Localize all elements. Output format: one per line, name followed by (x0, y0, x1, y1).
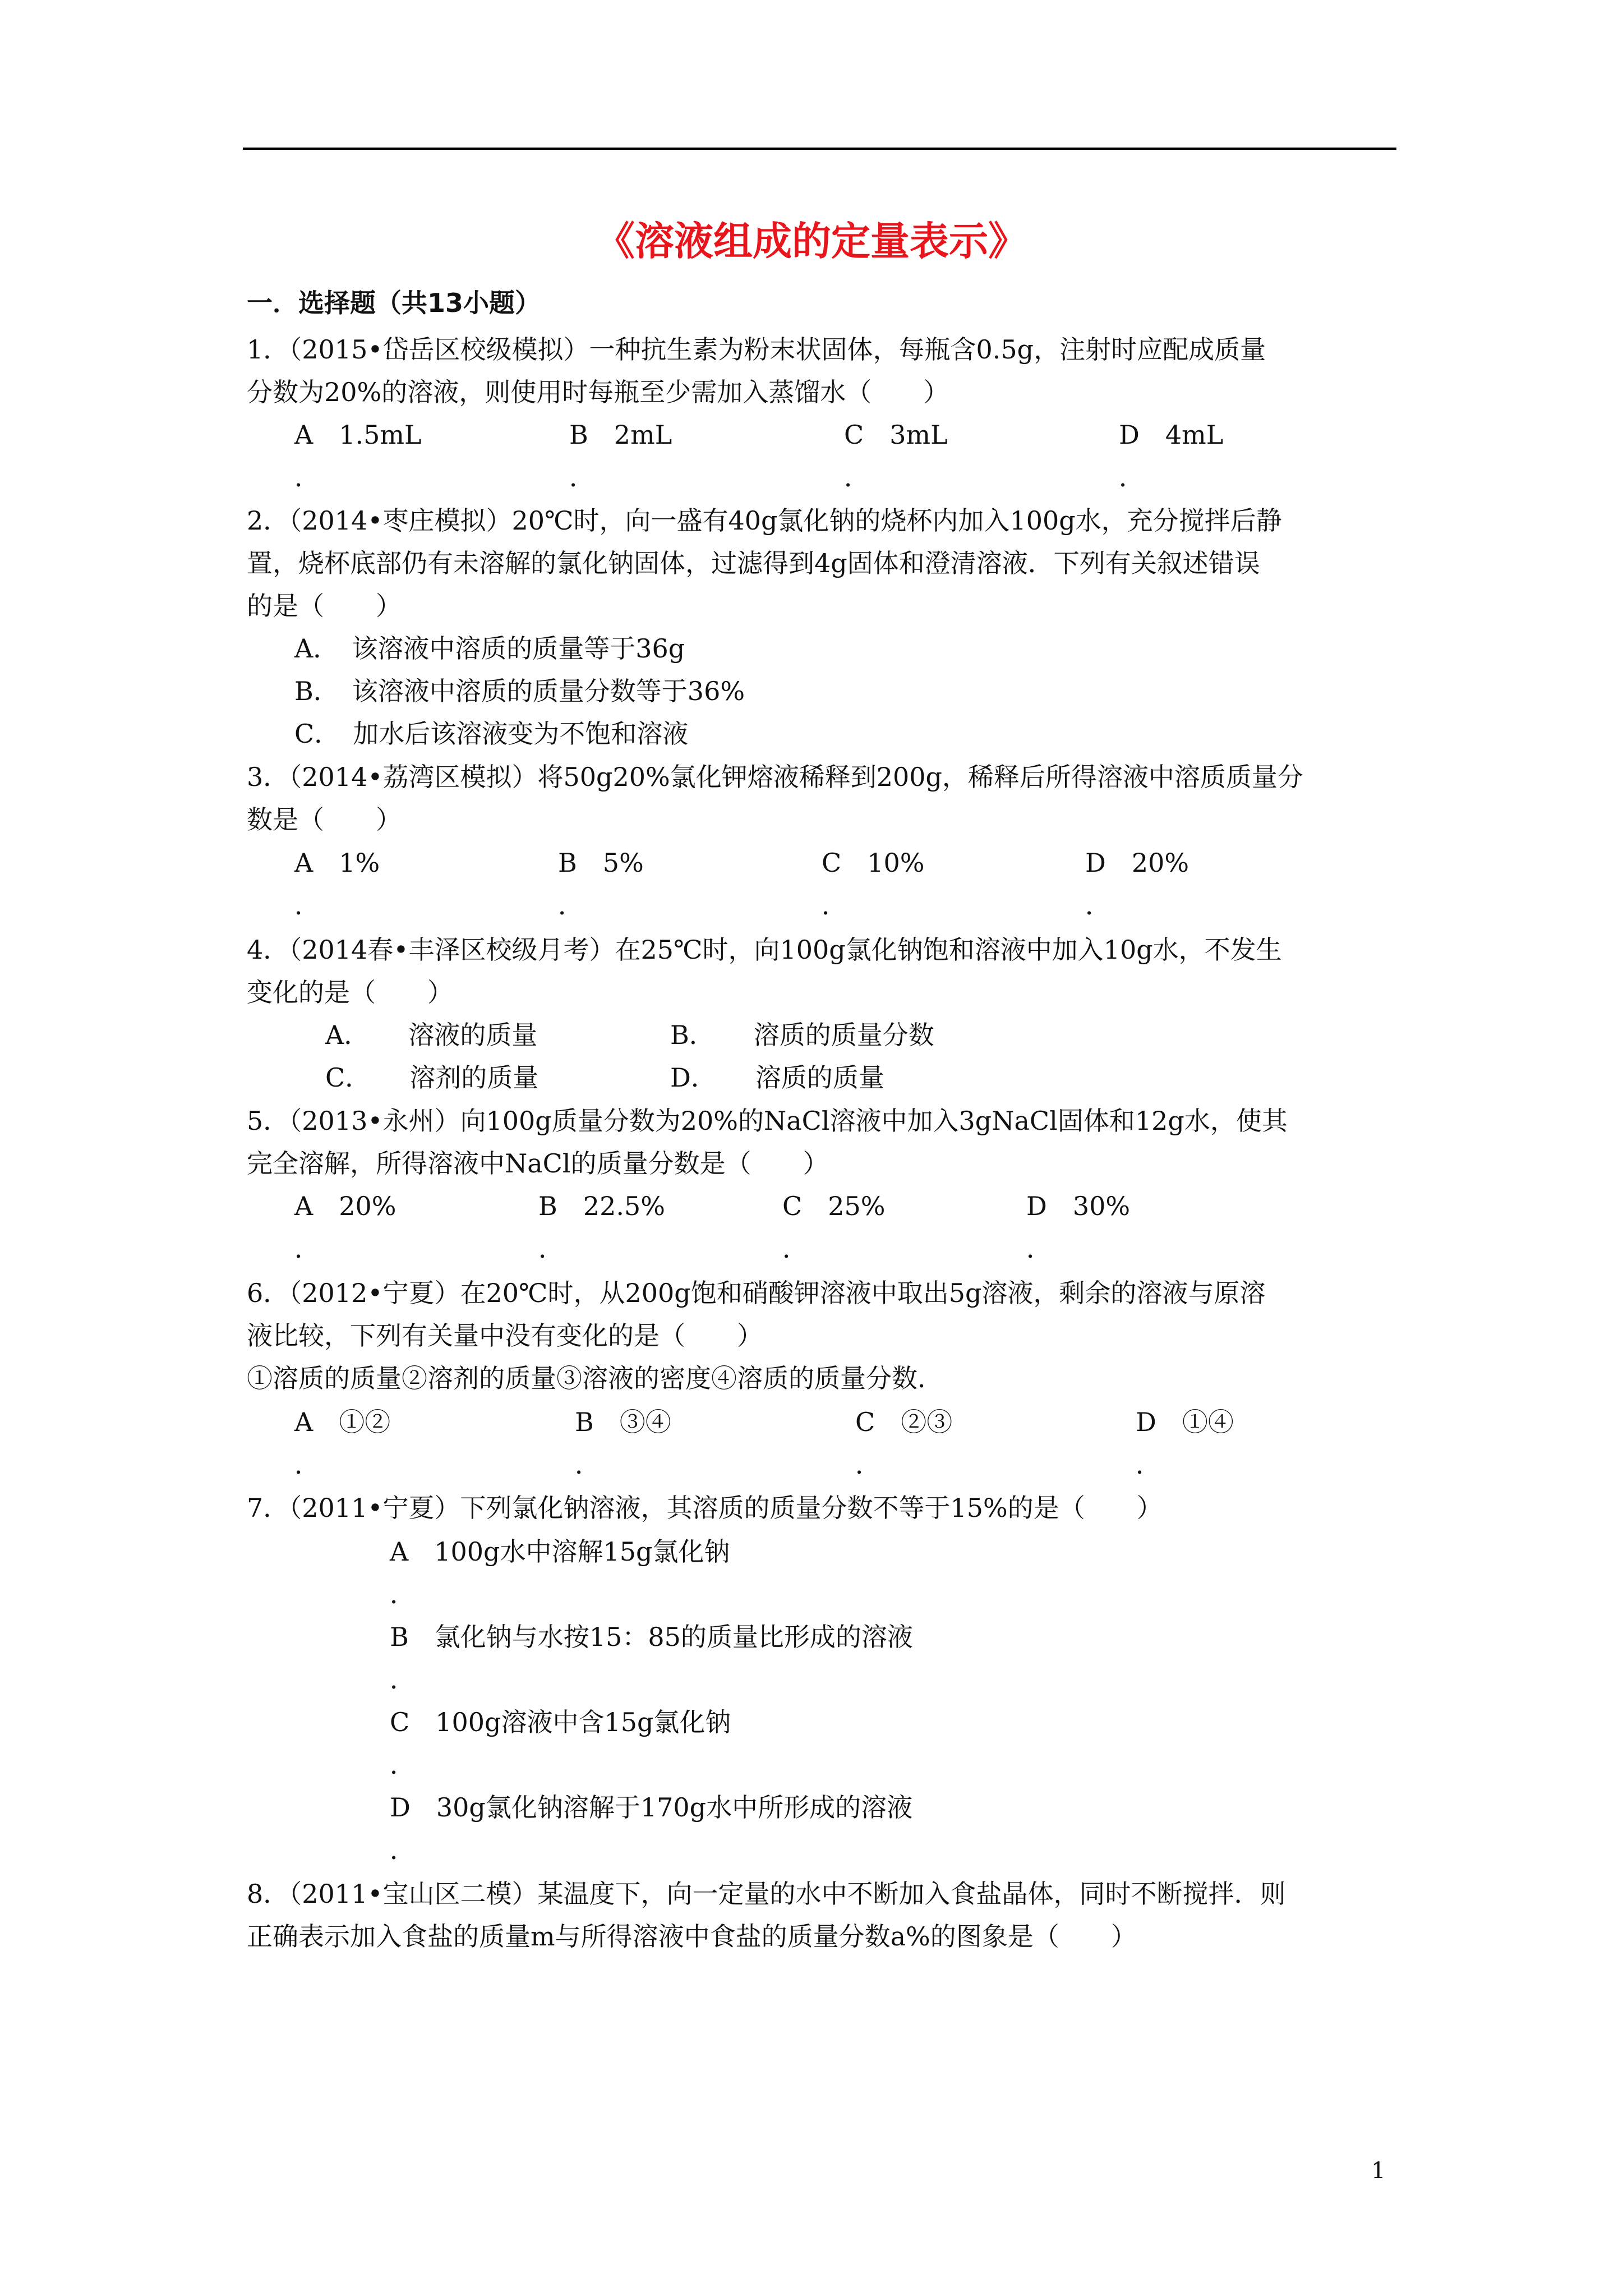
question-6-option-a-dot: ． (294, 1450, 320, 1480)
question-6-option-c-dot: ． (855, 1450, 881, 1480)
question-3-option-d-dot: ． (1085, 890, 1111, 921)
question-1-line-1: 1．（2015•岱岳区校级模拟）一种抗生素为粉末状固体，每瓶含0.5g，注射时应配成质量 (247, 334, 1266, 365)
question-1-option-c: C 3mL (844, 420, 948, 450)
question-7-option-b-dot: ． (390, 1664, 416, 1695)
question-1-option-a: A 1.5mL (294, 420, 422, 450)
question-4-option-b: B． 溶质的质量分数 (670, 1020, 934, 1050)
question-2-line-3: 的是（ ） (247, 591, 402, 621)
question-5-option-d-dot: ． (1026, 1234, 1052, 1264)
question-5-option-a-dot: ． (294, 1234, 320, 1264)
question-1-option-a-dot: ． (294, 462, 320, 493)
question-2-line-2: 置，烧杯底部仍有未溶解的氯化钠固体，过滤得到4g固体和澄清溶液．下列有关叙述错误 (247, 548, 1260, 578)
question-5-line-2: 完全溶解，所得溶液中NaCl的质量分数是（ ） (247, 1148, 829, 1179)
page-title: 《溶液组成的定量表示》 (596, 218, 1027, 264)
question-7-option-a-dot: ． (390, 1579, 416, 1609)
question-6-line-1: 6．（2012•宁夏）在20℃时，从200g饱和硝酸钾溶液中取出5g溶液，剩余的溶液与原溶 (247, 1278, 1266, 1308)
section-heading: 一．选择题（共13小题） (247, 288, 541, 318)
question-3-line-1: 3．（2014•荔湾区模拟）将50g20%氯化钾熔液稀释到200g，稀释后所得溶液中溶质质量分 (247, 762, 1303, 792)
question-5-option-c-dot: ． (782, 1234, 808, 1264)
question-7-line-1: 7．（2011•宁夏）下列氯化钠溶液，其溶质的质量分数不等于15%的是（ ） (247, 1493, 1163, 1523)
question-3-option-b: B 5% (558, 848, 644, 878)
question-4-line-2: 变化的是（ ） (247, 977, 453, 1007)
question-5-option-a: A 20% (294, 1191, 396, 1221)
question-3-option-b-dot: ． (558, 890, 584, 921)
question-6-option-d-dot: ． (1136, 1450, 1161, 1480)
question-1-option-d: D 4mL (1119, 420, 1224, 450)
page-number: 1 (1371, 2158, 1386, 2184)
question-3-option-c: C 10% (822, 848, 925, 878)
question-5-option-c: C 25% (782, 1191, 886, 1221)
question-3-option-c-dot: ． (822, 890, 847, 921)
question-1-option-b: B 2mL (569, 420, 672, 450)
question-1-option-c-dot: ． (844, 462, 870, 493)
question-3-line-2: 数是（ ） (247, 804, 402, 835)
question-5-option-b: B 22.5% (538, 1191, 665, 1221)
question-4-option-d: D． 溶质的质量 (670, 1062, 884, 1093)
question-7-option-c-dot: ． (390, 1750, 416, 1780)
question-7-option-b: B 氯化钠与水按15：85的质量比形成的溶液 (390, 1622, 913, 1652)
header-rule (243, 148, 1396, 150)
question-3-option-d: D 20% (1085, 848, 1189, 878)
question-1-option-b-dot: ． (569, 462, 595, 493)
question-6-line-3: ①溶质的质量②溶剂的质量③溶液的密度④溶质的质量分数． (247, 1363, 943, 1393)
question-7-option-d: D 30g氯化钠溶解于170g水中所形成的溶液 (390, 1792, 913, 1823)
question-7-option-a: A 100g水中溶解15g氯化钠 (390, 1536, 730, 1567)
question-3-option-a: A 1% (294, 848, 380, 878)
question-6-option-b-dot: ． (575, 1450, 601, 1480)
question-7-option-c: C 100g溶液中含15g氯化钠 (390, 1707, 731, 1737)
question-2-option-b: B． 该溶液中溶质的质量分数等于36% (294, 676, 745, 706)
question-1-line-2: 分数为20%的溶液，则使用时每瓶至少需加入蒸馏水（ ） (247, 377, 949, 407)
question-6-line-2: 液比较，下列有关量中没有变化的是（ ） (247, 1320, 763, 1351)
question-6-option-b: B ③④ (575, 1407, 671, 1437)
question-6-option-d: D ①④ (1136, 1407, 1234, 1437)
question-8-line-2: 正确表示加入食盐的质量m与所得溶液中食盐的质量分数a%的图象是（ ） (247, 1921, 1137, 1952)
question-5-line-1: 5．（2013•永州）向100g质量分数为20%的NaCl溶液中加入3gNaCl固体和12g水，使其 (247, 1106, 1288, 1136)
question-4-option-a: A． 溶液的质量 (325, 1020, 538, 1050)
question-1-option-d-dot: ． (1119, 462, 1145, 493)
question-4-option-c: C． 溶剂的质量 (325, 1062, 539, 1093)
question-6-option-a: A ①② (294, 1407, 391, 1437)
question-2-option-c: C． 加水后该溶液变为不饱和溶液 (294, 719, 689, 749)
question-3-option-a-dot: ． (294, 890, 320, 921)
question-6-option-c: C ②③ (855, 1407, 953, 1437)
question-4-line-1: 4．（2014春•丰泽区校级月考）在25℃时，向100g氯化钠饱和溶液中加入10g水，不发生 (247, 935, 1282, 965)
question-2-line-1: 2．（2014•枣庄模拟）20℃时，向一盛有40g氯化钠的烧杯内加入100g水，充分搅拌后静 (247, 505, 1282, 536)
question-2-option-a: A． 该溶液中溶质的质量等于36g (294, 633, 685, 664)
question-7-option-d-dot: ． (390, 1835, 416, 1865)
question-5-option-b-dot: ． (538, 1234, 564, 1264)
question-8-line-1: 8．（2011•宝山区二模）某温度下，向一定量的水中不断加入食盐晶体，同时不断搅拌．则 (247, 1879, 1286, 1909)
question-5-option-d: D 30% (1026, 1191, 1131, 1221)
